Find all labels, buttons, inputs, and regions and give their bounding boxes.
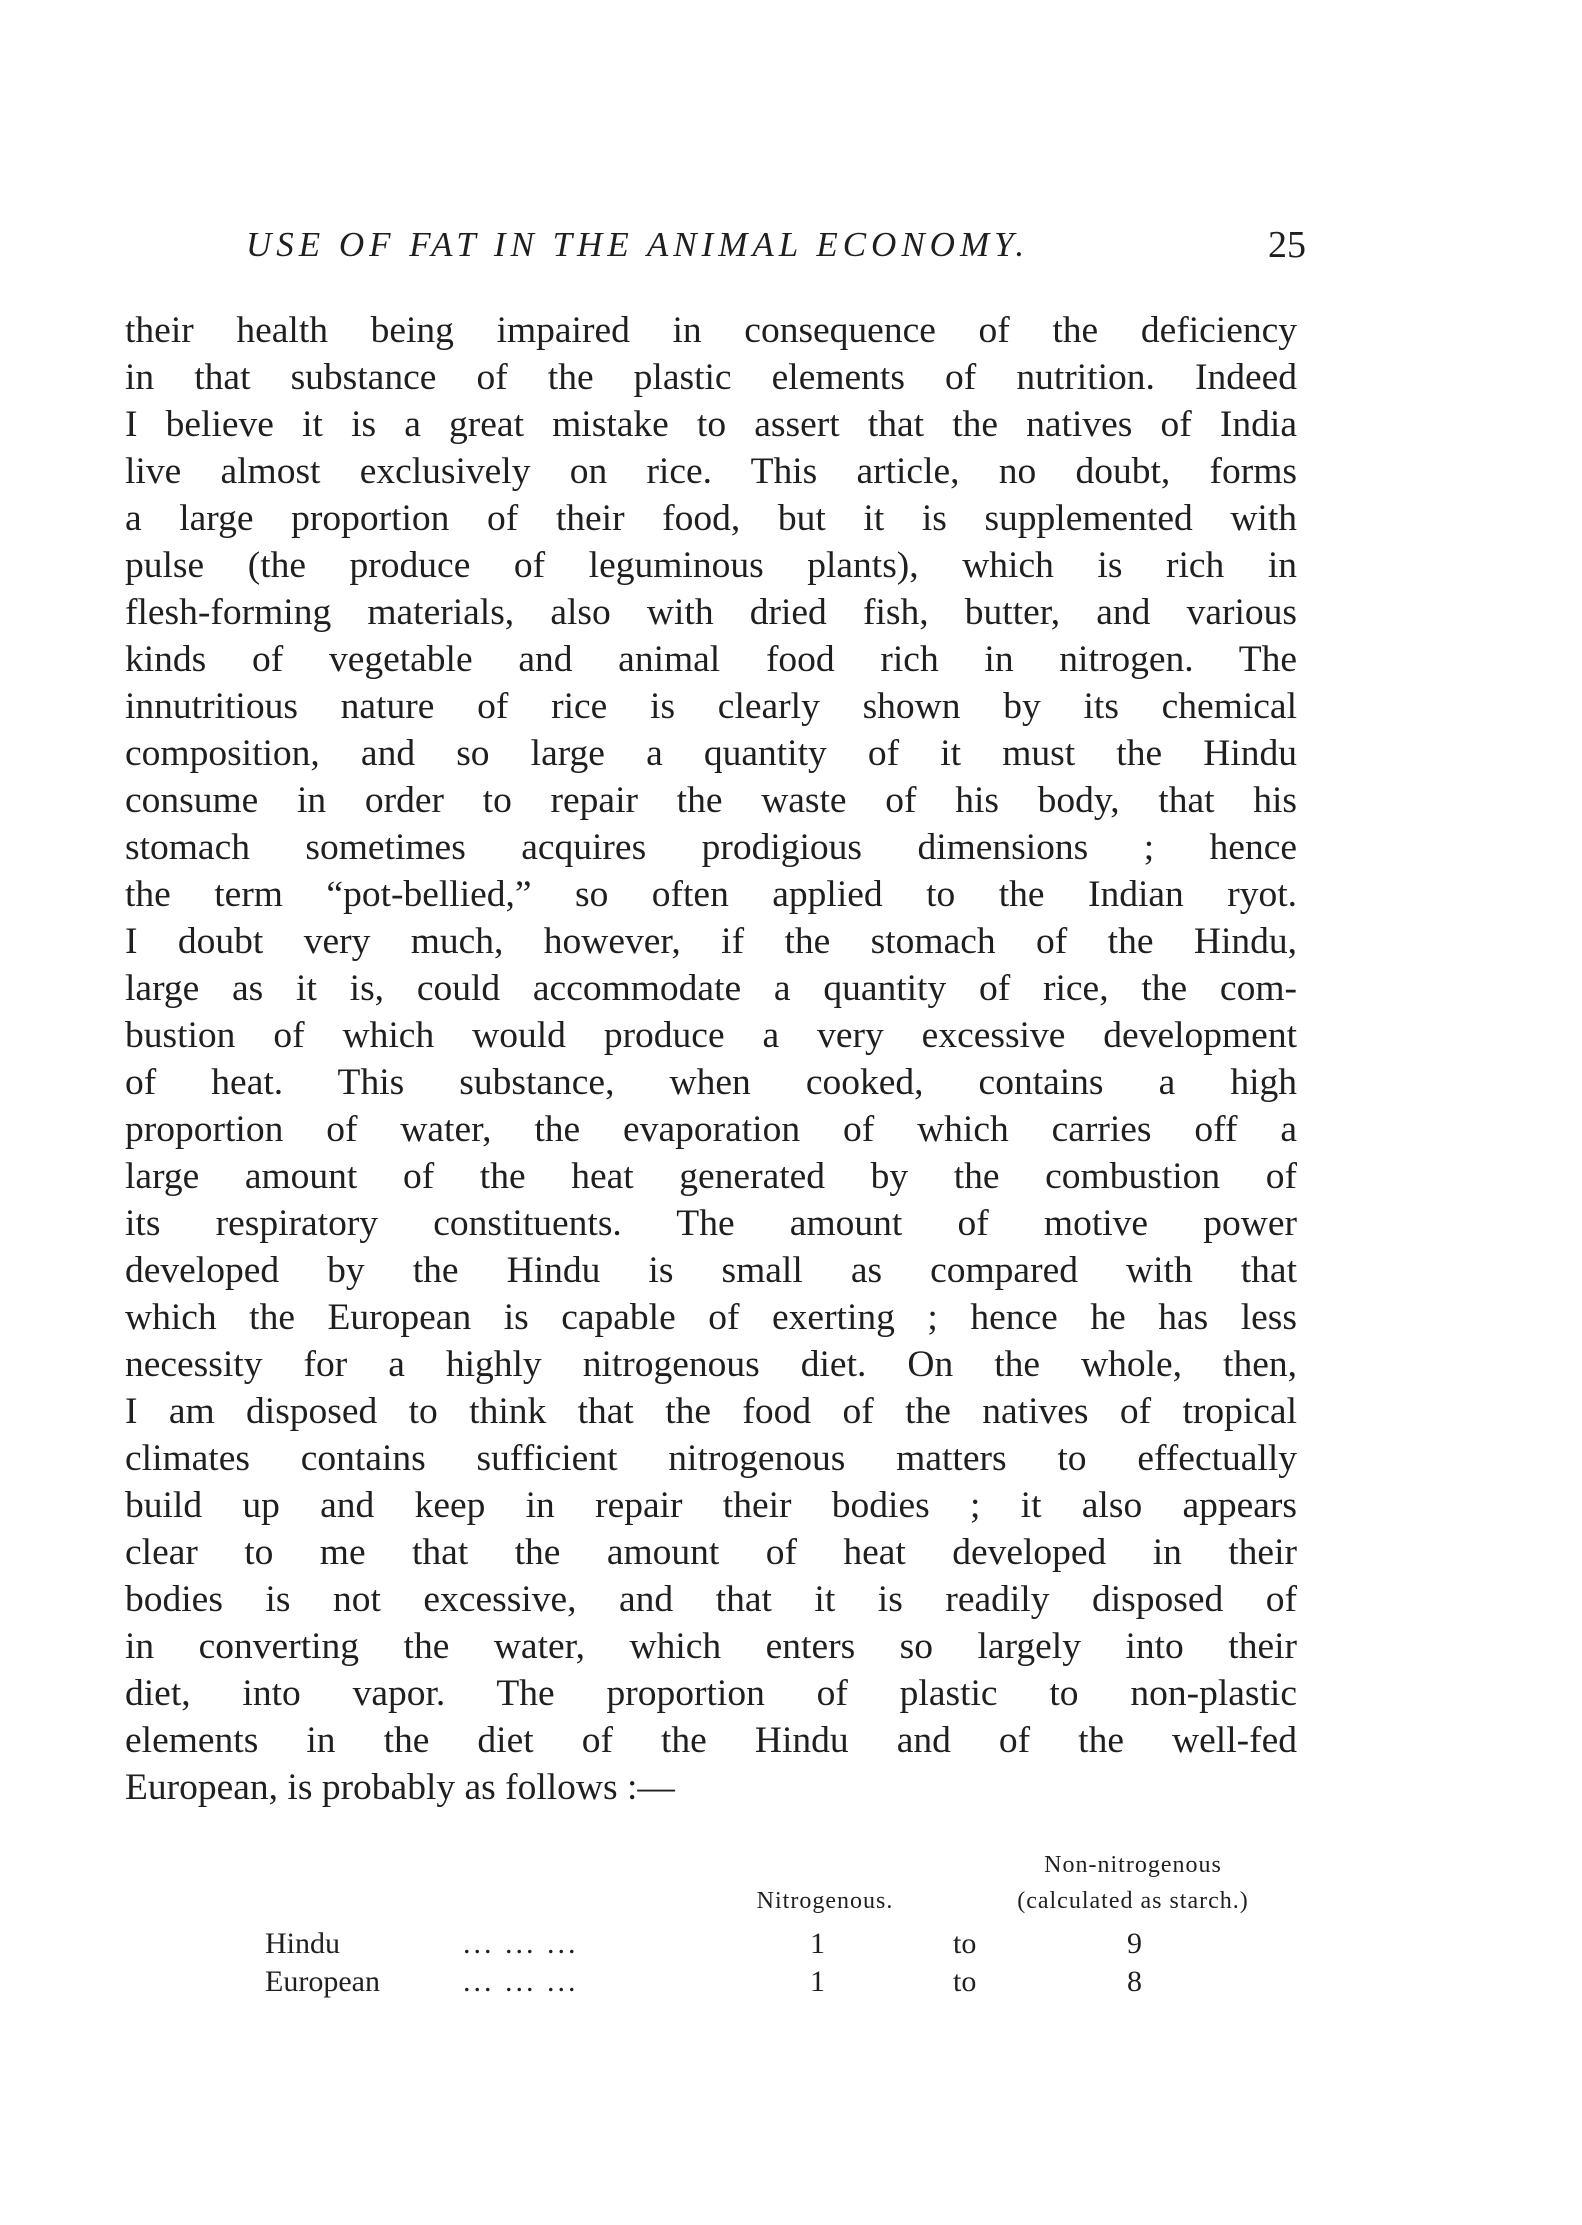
body-paragraph bbox=[125, 307, 1297, 1811]
text-line: bustion of which would produce a very excessive development bbox=[125, 1015, 1297, 1056]
text-line: clear to me that the amount of heat developed in their bbox=[125, 1532, 1297, 1573]
text-line: large as it is, could accommodate a quantity of rice, the com- bbox=[125, 968, 1297, 1009]
text-line: I am disposed to think that the food of the natives of tropical bbox=[125, 1391, 1297, 1432]
nitrogenous-value: 1 bbox=[810, 1927, 825, 1960]
nitrogenous-value: 1 bbox=[810, 1965, 825, 1998]
text-line: consume in order to repair the waste of his body, that his bbox=[125, 780, 1297, 821]
text-line: necessity for a highly nitrogenous diet. On the whole, then, bbox=[125, 1344, 1297, 1385]
header-nitrogenous: Nitrogenous. bbox=[756, 1888, 894, 1914]
text-line: proportion of water, the evaporation of which carries off a bbox=[125, 1109, 1297, 1150]
dot-leader: ... ... ... bbox=[463, 1965, 579, 1998]
text-line: kinds of vegetable and animal food rich in nitrogen. The bbox=[125, 639, 1297, 680]
text-line: composition, and so large a quantity of it must the Hindu bbox=[125, 733, 1297, 774]
non-nitrogenous-value: 8 bbox=[1127, 1965, 1142, 1998]
text-line: pulse (the produce of leguminous plants), which is rich in bbox=[125, 545, 1297, 586]
to-word: to bbox=[953, 1965, 977, 1998]
text-line: elements in the diet of the Hindu and of the well-fed bbox=[125, 1720, 1297, 1761]
row-label-hindu: Hindu bbox=[265, 1927, 340, 1960]
text-line: flesh-forming materials, also with dried fish, butter, and various bbox=[125, 592, 1297, 633]
page-number: 25 bbox=[1268, 224, 1306, 266]
text-line: diet, into vapor. The proportion of plastic to non-plastic bbox=[125, 1673, 1297, 1714]
text-line: bodies is not excessive, and that it is readily disposed of bbox=[125, 1579, 1297, 1620]
text-line: in converting the water, which enters so largely into their bbox=[125, 1626, 1297, 1667]
proportion-table bbox=[265, 1852, 1295, 2012]
running-head bbox=[246, 220, 1306, 270]
text-line: live almost exclusively on rice. This article, no doubt, forms bbox=[125, 451, 1297, 492]
text-line: of heat. This substance, when cooked, contains a high bbox=[125, 1062, 1297, 1103]
row-label-european: European bbox=[265, 1965, 380, 1998]
text-line: the term “pot-bellied,” so often applied to the Indian ryot. bbox=[125, 874, 1297, 915]
text-line: I believe it is a great mistake to assert that the natives of India bbox=[125, 404, 1297, 445]
text-line: its respiratory constituents. The amount of motive power bbox=[125, 1203, 1297, 1244]
text-line: innutritious nature of rice is clearly shown by its chemical bbox=[125, 686, 1297, 727]
text-line: their health being impaired in consequence of the deficiency bbox=[125, 310, 1297, 351]
text-line: European, is probably as follows :— bbox=[125, 1767, 675, 1808]
to-word: to bbox=[953, 1927, 977, 1960]
text-line: which the European is capable of exerting ; hence he has less bbox=[125, 1297, 1297, 1338]
header-calculated-as-starch: (calculated as starch.) bbox=[1017, 1888, 1249, 1914]
running-title: USE OF FAT IN THE ANIMAL ECONOMY. bbox=[246, 225, 1030, 264]
text-line: climates contains sufficient nitrogenous matters to effectually bbox=[125, 1438, 1297, 1479]
text-line: stomach sometimes acquires prodigious dimensions ; hence bbox=[125, 827, 1297, 868]
text-line: in that substance of the plastic elements of nutrition. Indeed bbox=[125, 357, 1297, 398]
header-non-nitrogenous: Non-nitrogenous bbox=[1044, 1852, 1222, 1878]
non-nitrogenous-value: 9 bbox=[1127, 1927, 1142, 1960]
text-line: a large proportion of their food, but it is supplemented with bbox=[125, 498, 1297, 539]
text-line: I doubt very much, however, if the stomach of the Hindu, bbox=[125, 921, 1297, 962]
text-line: build up and keep in repair their bodies ; it also appears bbox=[125, 1485, 1297, 1526]
dot-leader: ... ... ... bbox=[463, 1927, 579, 1960]
text-line: large amount of the heat generated by the combustion of bbox=[125, 1156, 1297, 1197]
text-line: developed by the Hindu is small as compared with that bbox=[125, 1250, 1297, 1291]
